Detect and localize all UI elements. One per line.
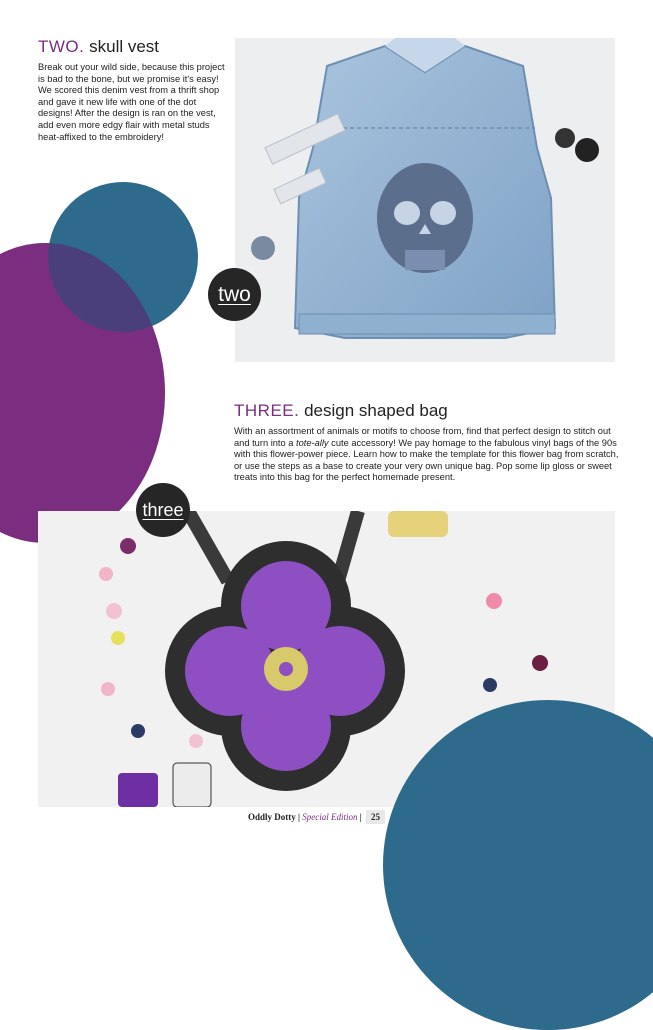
section-three-number: THREE. (234, 401, 300, 420)
vest-illustration (235, 38, 615, 362)
badge-two: two (208, 268, 261, 321)
flower-bag (165, 541, 405, 791)
section-three-body-part2: cute accessory! We pay homage to the fabulous vinyl bags of the 90s with this flower-power piece. Learn how to make the template for this flower bag from scratch, or use the steps as a base to create your very own unique bag. Pop some lip gloss or sweet treats into this bag for the perfect homemade present. (234, 437, 619, 483)
section-three-title: design shaped bag (304, 401, 448, 420)
section-two-heading (38, 37, 159, 57)
section-three-body-part1: With an assortment of animals or motifs to choose from, find that perfect design to stitch out and turn into a (234, 426, 611, 448)
page-number: 25 (366, 810, 385, 824)
footer-separator: | (298, 812, 300, 822)
section-three-body-emphasis: tote-ally (296, 437, 329, 448)
footer-separator-2: | (359, 812, 362, 822)
section-three-heading (234, 401, 448, 421)
page-footer (248, 812, 385, 822)
section-two-body: Break out your wild side, because this project is bad to the bone, but we promise it's easy! We scored this denim vest from a thrift shop and gave it new life with one of the dot designs! After the design is ran on the vest, add even more edgy flair with metal studs heat-affixed to the embroidery! (38, 62, 225, 142)
skull-vest-photo (235, 38, 615, 362)
badge-three: three (136, 483, 190, 537)
footer-edition: Special Edition (302, 812, 358, 822)
section-two-number: TWO. (38, 37, 85, 56)
section-three-body (234, 426, 619, 484)
section-two-title: skull vest (89, 37, 160, 56)
footer-magazine: Oddly Dotty (248, 812, 296, 822)
skull-design (377, 163, 473, 273)
